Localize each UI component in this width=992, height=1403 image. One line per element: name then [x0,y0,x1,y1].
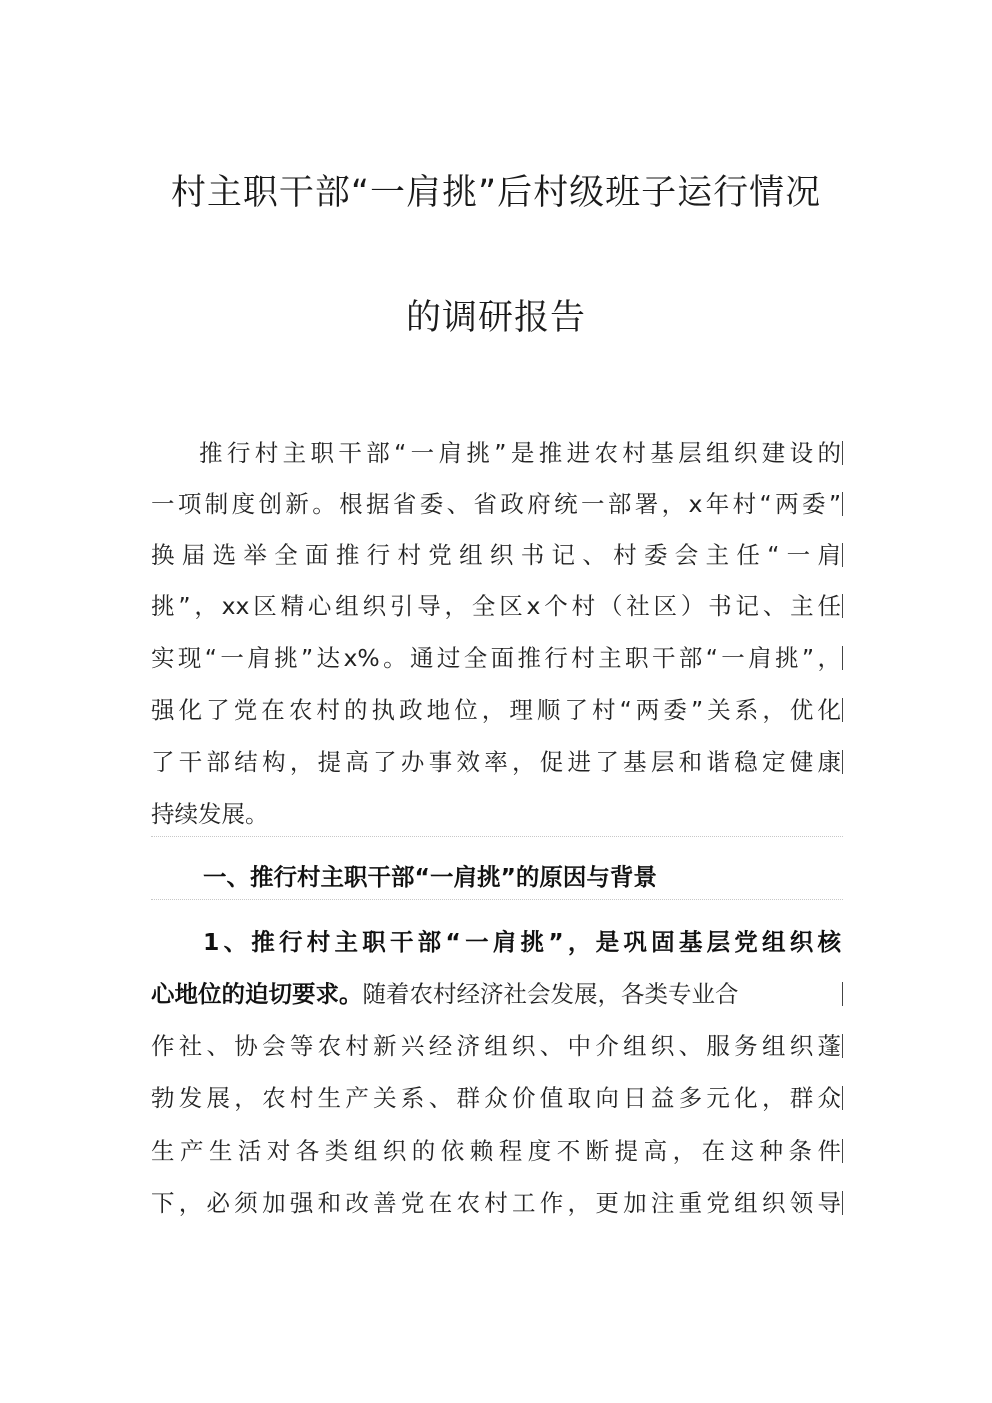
margin-mark [842,543,843,567]
section-divider-top [151,836,843,837]
margin-mark [842,594,843,618]
section-divider-bottom [151,899,843,900]
margin-mark [842,1139,843,1163]
margin-mark [842,1191,843,1215]
subsection-body-line-2: 勃发展，农村生产关系、群众价值取向日益多元化，群众 [151,1084,841,1112]
margin-mark [842,750,843,774]
intro-line-3: 换届选举全面推行村党组织书记、村委会主任“一肩 [151,541,841,569]
section-heading: 一、推行村主职干部“一肩挑”的原因与背景 [203,863,657,891]
intro-line-6: 强化了党在农村的执政地位，理顺了村“两委”关系，优化 [151,696,841,724]
subsection-body-line-3: 生产生活对各类组织的依赖程度不断提高，在这种条件 [151,1137,841,1165]
margin-mark [842,492,843,516]
margin-mark [842,698,843,722]
margin-mark [842,646,843,670]
subsection-body-line-4: 下，必须加强和改善党在农村工作，更加注重党组织领导 [151,1189,841,1217]
subsection-heading-end: 心地位的迫切要求。 [151,980,363,1008]
subsection-heading-line-1: 1、推行村主职干部“一肩挑”，是巩固基层党组织核 [203,928,841,956]
margin-mark [842,1034,843,1058]
title-line-1: 村主职干部“一肩挑”后村级班子运行情况 [170,173,822,213]
title-line-2: 的调研报告 [405,298,586,338]
intro-line-2: 一项制度创新。根据省委、省政府统一部署，x年村“两委” [151,490,841,518]
intro-line-5: 实现“一肩挑”达x%。通过全面推行村主职干部“一肩挑”， [151,644,841,672]
margin-mark [842,441,843,465]
margin-mark [842,982,843,1006]
intro-line-4: 挑”，xx区精心组织引导，全区x个村（社区）书记、主任 [151,592,841,620]
intro-line-1: 推行村主职干部“一肩挑”是推进农村基层组织建设的 [199,439,841,467]
subsection-line-2-text: 随着农村经济社会发展，各类专业合 [362,980,739,1008]
subsection-body-line-1: 作社、协会等农村新兴经济组织、中介组织、服务组织蓬 [151,1032,841,1060]
margin-mark [842,1086,843,1110]
intro-line-7: 了干部结构，提高了办事效率，促进了基层和谐稳定健康 [151,748,841,776]
intro-line-8: 持续发展。 [151,800,269,828]
subsection-line-2 [151,974,841,1014]
